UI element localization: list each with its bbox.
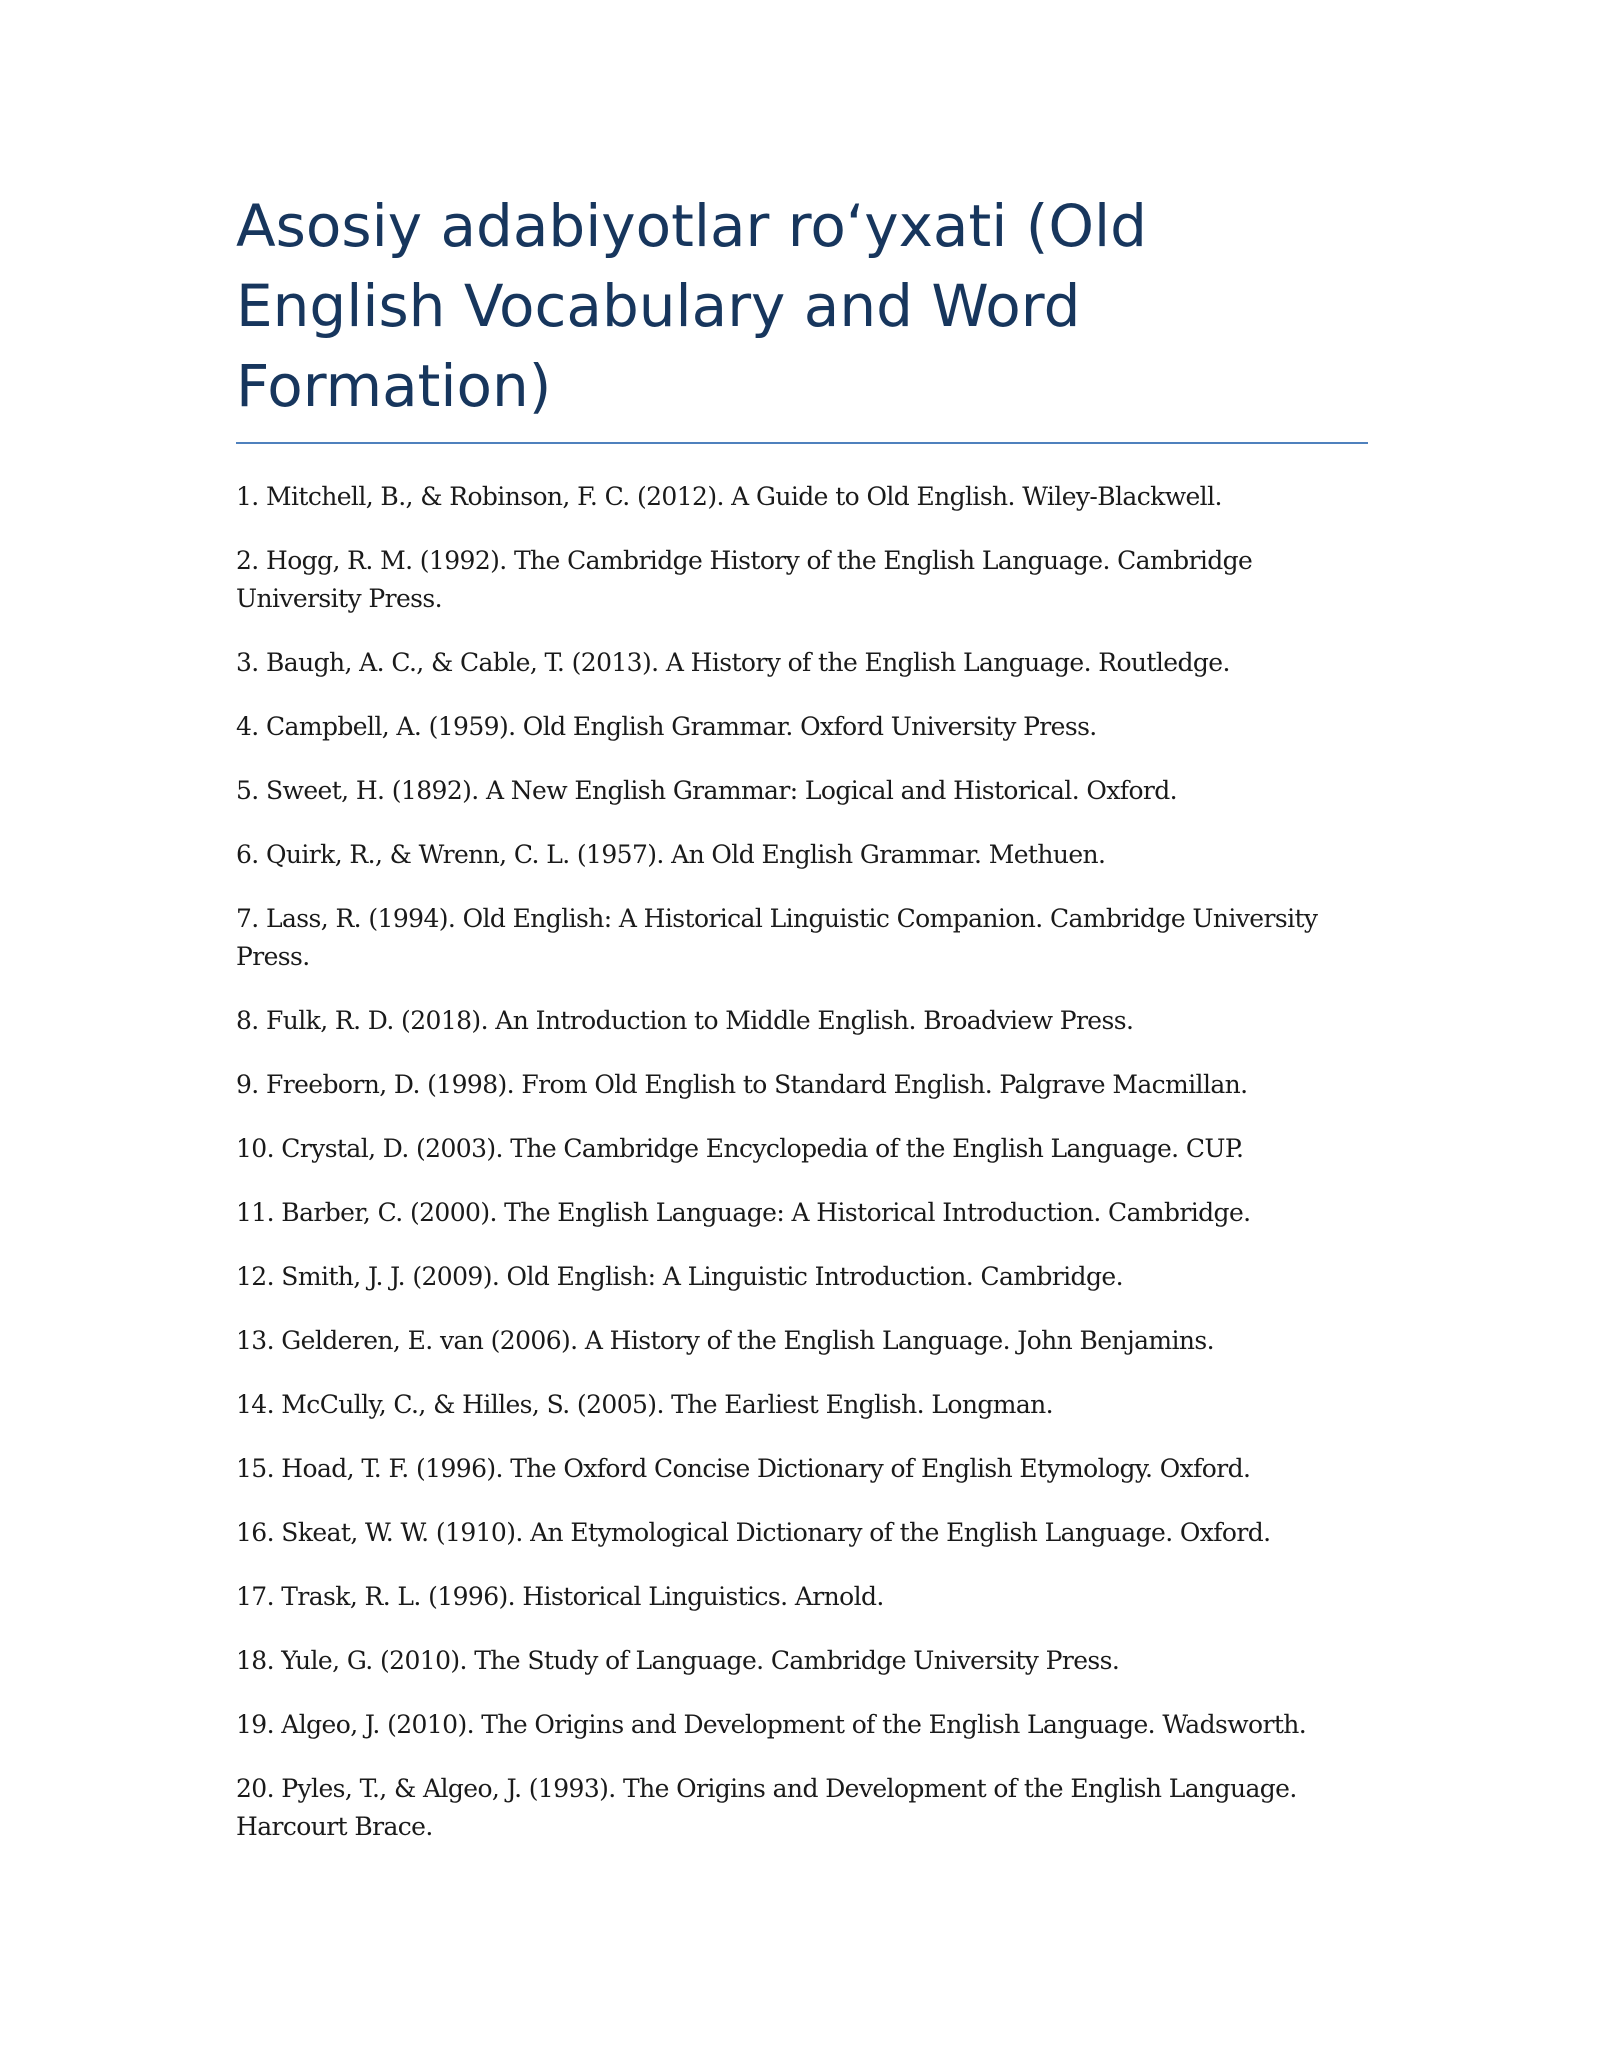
list-item: 13. Gelderen, E. van (2006). A History of the English Language. John Benjamins.	[236, 1326, 1214, 1355]
list-item: 14. McCully, C., & Hilles, S. (2005). The Earliest English. Longman.	[236, 1390, 1053, 1419]
list-item: 9. Freeborn, D. (1998). From Old English to Standard English. Palgrave Macmillan.	[236, 1070, 1248, 1099]
list-item: 8. Fulk, R. D. (2018). An Introduction to Middle English. Broadview Press.	[236, 1006, 1134, 1035]
list-item: 7. Lass, R. (1994). Old English: A Historical Linguistic Companion. Cambridge University Press.	[236, 904, 1318, 971]
list-item: 17. Trask, R. L. (1996). Historical Linguistics. Arnold.	[236, 1582, 884, 1611]
list-item: 3. Baugh, A. C., & Cable, T. (2013). A History of the English Language. Routledge.	[236, 648, 1230, 677]
list-item: 16. Skeat, W. W. (1910). An Etymological Dictionary of the English Language. Oxford.	[236, 1518, 1271, 1547]
list-item: 6. Quirk, R., & Wrenn, C. L. (1957). An Old English Grammar. Methuen.	[236, 840, 1106, 869]
list-item: 5. Sweet, H. (1892). A New English Grammar: Logical and Historical. Oxford.	[236, 776, 1177, 805]
list-item: 15. Hoad, T. F. (1996). The Oxford Concise Dictionary of English Etymology. Oxford.	[236, 1454, 1251, 1483]
page-title: Asosiy adabiyotlar ro‘yxati (Old English Vocabulary and Word Formation)	[236, 186, 1368, 444]
list-item: 12. Smith, J. J. (2009). Old English: A Linguistic Introduction. Cambridge.	[236, 1262, 1123, 1291]
list-item: 19. Algeo, J. (2010). The Origins and Development of the English Language. Wadsworth.	[236, 1710, 1307, 1739]
list-item: 18. Yule, G. (2010). The Study of Language. Cambridge University Press.	[236, 1646, 1120, 1675]
list-item: 2. Hogg, R. M. (1992). The Cambridge History of the English Language. Cambridge University Press.	[236, 546, 1253, 613]
list-item: 1. Mitchell, B., & Robinson, F. C. (2012). A Guide to Old English. Wiley-Blackwell.	[236, 482, 1222, 511]
reference-list	[236, 478, 1368, 1846]
list-item: 10. Crystal, D. (2003). The Cambridge Encyclopedia of the English Language. CUP.	[236, 1134, 1244, 1163]
list-item: 4. Campbell, A. (1959). Old English Grammar. Oxford University Press.	[236, 712, 1097, 741]
page-content	[236, 186, 1368, 1872]
list-item: 20. Pyles, T., & Algeo, J. (1993). The Origins and Development of the English Language. Harcourt Brace.	[236, 1774, 1297, 1841]
list-item: 11. Barber, C. (2000). The English Language: A Historical Introduction. Cambridge.	[236, 1198, 1251, 1227]
